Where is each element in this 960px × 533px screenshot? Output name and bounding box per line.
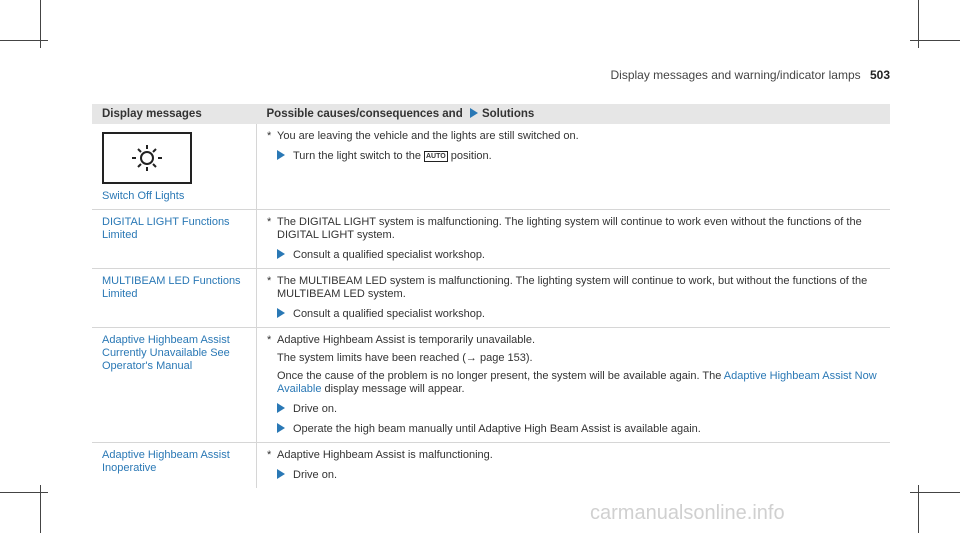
solution-step bbox=[267, 150, 884, 163]
play-arrow-icon bbox=[277, 308, 285, 318]
crop-mark bbox=[910, 40, 960, 41]
solution-step bbox=[267, 403, 884, 416]
solution-step bbox=[267, 308, 884, 321]
table-row bbox=[92, 124, 890, 210]
crop-mark bbox=[910, 492, 960, 493]
messages-table bbox=[92, 104, 890, 488]
table-header-row bbox=[92, 104, 890, 124]
play-arrow-icon bbox=[277, 150, 285, 160]
table-row bbox=[92, 210, 890, 269]
play-arrow-icon bbox=[277, 403, 285, 413]
message-label: MULTIBEAM LED Functions Limited bbox=[102, 275, 241, 300]
step-text: Drive on. bbox=[293, 469, 338, 481]
cause-line bbox=[267, 370, 884, 396]
message-cell bbox=[92, 443, 257, 489]
crop-mark bbox=[0, 492, 48, 493]
solution-step bbox=[267, 469, 884, 482]
step-text: Turn the light switch to the bbox=[293, 150, 421, 162]
bullet: * bbox=[267, 130, 272, 142]
col-header-causes bbox=[257, 104, 891, 124]
message-cell bbox=[92, 269, 257, 328]
cause-text: Adaptive Highbeam Assist is malfunctioning. bbox=[277, 449, 493, 461]
step-text: Drive on. bbox=[293, 403, 338, 415]
watermark: carmanualsonline.info bbox=[590, 502, 785, 524]
cause-cell bbox=[257, 210, 891, 269]
cause-cell bbox=[257, 328, 891, 443]
col-header-solutions-label: Solutions bbox=[481, 108, 535, 120]
cause-cell bbox=[257, 269, 891, 328]
cause-text: The DIGITAL LIGHT system is malfunctioning. The lighting system will continue to work even without the functions of the DIGITAL LIGHT system. bbox=[277, 216, 862, 241]
page-number: 503 bbox=[869, 68, 890, 82]
bullet: * bbox=[267, 334, 272, 346]
cause-text: display message will appear. bbox=[324, 383, 465, 395]
table-row bbox=[92, 328, 890, 443]
message-label: Adaptive Highbeam Assist Currently Unavailable See Operator's Manual bbox=[102, 334, 230, 372]
light-bulb-icon bbox=[102, 132, 192, 184]
message-cell bbox=[92, 328, 257, 443]
crop-mark bbox=[0, 40, 48, 41]
bullet: * bbox=[267, 216, 272, 228]
play-arrow-icon bbox=[470, 108, 478, 118]
cause-text: Once the cause of the problem is no longer present, the system will be available again. The bbox=[277, 370, 722, 382]
auto-badge-icon: AUTO bbox=[426, 153, 446, 160]
play-arrow-icon bbox=[277, 249, 285, 259]
step-text: position. bbox=[450, 150, 492, 162]
bullet: * bbox=[267, 275, 272, 287]
page-header bbox=[585, 68, 890, 82]
cause-cell bbox=[257, 443, 891, 489]
cause-text: You are leaving the vehicle and the lights are still switched on. bbox=[277, 130, 579, 142]
message-label: Adaptive Highbeam Assist Inoperative bbox=[102, 449, 230, 474]
solution-step bbox=[267, 249, 884, 262]
message-reference-link[interactable]: Adaptive Highbeam Assist Now Available bbox=[277, 370, 877, 395]
play-arrow-icon bbox=[277, 423, 285, 433]
message-cell bbox=[92, 210, 257, 269]
message-label: Switch Off Lights bbox=[102, 190, 185, 202]
table-row bbox=[92, 269, 890, 328]
step-text: Consult a qualified specialist workshop. bbox=[293, 249, 485, 261]
header-title: Display messages and warning/indicator lamps bbox=[610, 68, 861, 82]
message-cell bbox=[92, 124, 257, 210]
cause-cell bbox=[257, 124, 891, 210]
table-row bbox=[92, 443, 890, 489]
col-header-messages: Display messages bbox=[92, 104, 257, 124]
message-label: DIGITAL LIGHT Functions Limited bbox=[102, 216, 230, 241]
play-arrow-icon bbox=[277, 469, 285, 479]
step-text: Operate the high beam manually until Adaptive High Beam Assist is available again. bbox=[293, 423, 701, 435]
col-header-causes-label: Possible causes/consequences and bbox=[266, 108, 463, 120]
cause-text: The MULTIBEAM LED system is malfunctioning. The lighting system will continue to work, but without the functions of the MULTIBEAM LED system. bbox=[277, 275, 868, 300]
step-text: Consult a qualified specialist workshop. bbox=[293, 308, 485, 320]
cause-line: The system limits have been reached (→ page 153). bbox=[277, 352, 533, 364]
cause-text: Adaptive Highbeam Assist is temporarily unavailable. bbox=[277, 334, 536, 346]
solution-step bbox=[267, 423, 884, 436]
bullet: * bbox=[267, 449, 272, 461]
